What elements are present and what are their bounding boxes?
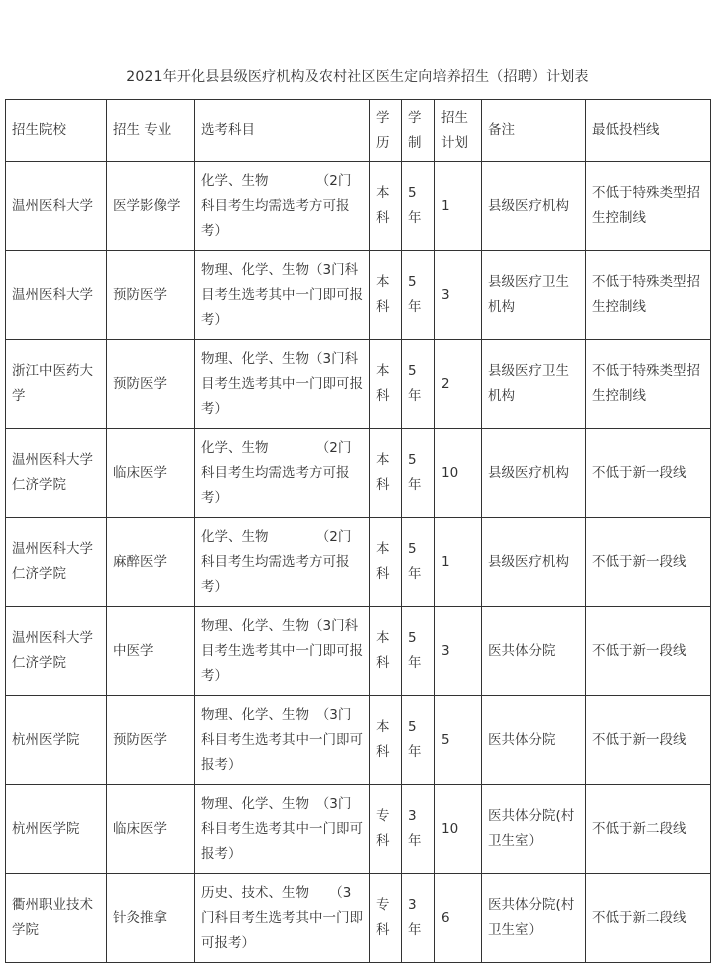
header-degree: 学历 [370, 100, 402, 162]
cell-quota: 10 [435, 429, 482, 518]
cell-note: 县级医疗机构 [482, 518, 586, 607]
cell-subjects: 历史、技术、生物 （3门科目考生选考其中一门即可报考） [195, 874, 370, 963]
cell-note: 医共体分院 [482, 696, 586, 785]
cell-duration: 5年 [402, 696, 435, 785]
cell-major: 预防医学 [107, 340, 195, 429]
cell-duration: 5年 [402, 429, 435, 518]
header-min-line: 最低投档线 [586, 100, 711, 162]
header-subjects: 选考科目 [195, 100, 370, 162]
cell-quota: 10 [435, 785, 482, 874]
cell-min-line: 不低于新一段线 [586, 518, 711, 607]
cell-quota: 5 [435, 696, 482, 785]
table-row [6, 340, 711, 429]
cell-note: 医共体分院(村卫生室） [482, 874, 586, 963]
table-row [6, 162, 711, 251]
cell-quota: 3 [435, 251, 482, 340]
cell-duration: 5年 [402, 340, 435, 429]
cell-duration: 3年 [402, 874, 435, 963]
cell-degree: 本科 [370, 429, 402, 518]
cell-major: 麻醉医学 [107, 518, 195, 607]
cell-subjects: 物理、化学、生物（3门科目考生选考其中一门即可报考） [195, 340, 370, 429]
cell-school: 温州医科大学 [6, 251, 107, 340]
cell-degree: 专科 [370, 785, 402, 874]
cell-subjects: 物理、化学、生物 （3门科目考生选考其中一门即可报考） [195, 785, 370, 874]
table-header-row [6, 100, 711, 162]
cell-quota: 1 [435, 518, 482, 607]
cell-min-line: 不低于新一段线 [586, 696, 711, 785]
header-duration: 学制 [402, 100, 435, 162]
cell-quota: 3 [435, 607, 482, 696]
cell-school: 温州医科大学仁济学院 [6, 518, 107, 607]
cell-quota: 6 [435, 874, 482, 963]
table-row [6, 785, 711, 874]
cell-duration: 3年 [402, 785, 435, 874]
cell-subjects: 物理、化学、生物（3门科目考生选考其中一门即可报考） [195, 607, 370, 696]
cell-degree: 本科 [370, 518, 402, 607]
cell-degree: 本科 [370, 696, 402, 785]
cell-note: 医共体分院(村卫生室） [482, 785, 586, 874]
cell-subjects: 物理、化学、生物（3门科目考生选考其中一门即可报考） [195, 251, 370, 340]
cell-min-line: 不低于新一段线 [586, 607, 711, 696]
table-row [6, 251, 711, 340]
cell-note: 医共体分院 [482, 607, 586, 696]
cell-major: 预防医学 [107, 696, 195, 785]
cell-note: 县级医疗卫生机构 [482, 340, 586, 429]
cell-note: 县级医疗机构 [482, 429, 586, 518]
cell-degree: 本科 [370, 162, 402, 251]
cell-min-line: 不低于特殊类型招生控制线 [586, 340, 711, 429]
table-row [6, 518, 711, 607]
table-row [6, 696, 711, 785]
cell-school: 浙江中医药大学 [6, 340, 107, 429]
cell-duration: 5年 [402, 162, 435, 251]
cell-school: 温州医科大学 [6, 162, 107, 251]
page-title: 2021年开化县县级医疗机构及农村社区医生定向培养招生（招聘）计划表 [126, 69, 589, 85]
cell-quota: 2 [435, 340, 482, 429]
cell-school: 衢州职业技术学院 [6, 874, 107, 963]
cell-min-line: 不低于新二段线 [586, 785, 711, 874]
cell-major: 临床医学 [107, 785, 195, 874]
cell-degree: 本科 [370, 340, 402, 429]
cell-min-line: 不低于新二段线 [586, 874, 711, 963]
cell-degree: 专科 [370, 874, 402, 963]
cell-major: 针灸推拿 [107, 874, 195, 963]
cell-school: 杭州医学院 [6, 696, 107, 785]
cell-subjects: 化学、生物 （2门科目考生均需选考方可报考） [195, 162, 370, 251]
cell-major: 预防医学 [107, 251, 195, 340]
header-school: 招生院校 [6, 100, 107, 162]
cell-school: 温州医科大学仁济学院 [6, 607, 107, 696]
cell-duration: 5年 [402, 518, 435, 607]
cell-school: 温州医科大学仁济学院 [6, 429, 107, 518]
cell-note: 县级医疗卫生机构 [482, 251, 586, 340]
cell-major: 临床医学 [107, 429, 195, 518]
table-row [6, 429, 711, 518]
cell-subjects: 化学、生物 （2门科目考生均需选考方可报考） [195, 518, 370, 607]
cell-degree: 本科 [370, 607, 402, 696]
table-row [6, 874, 711, 963]
cell-subjects: 物理、化学、生物 （3门科目考生选考其中一门即可报考） [195, 696, 370, 785]
cell-school: 杭州医学院 [6, 785, 107, 874]
cell-quota: 1 [435, 162, 482, 251]
header-quota: 招生计划 [435, 100, 482, 162]
cell-duration: 5年 [402, 251, 435, 340]
header-note: 备注 [482, 100, 586, 162]
table-row [6, 607, 711, 696]
cell-min-line: 不低于特殊类型招生控制线 [586, 162, 711, 251]
header-major: 招生 专业 [107, 100, 195, 162]
cell-degree: 本科 [370, 251, 402, 340]
cell-major: 医学影像学 [107, 162, 195, 251]
cell-major: 中医学 [107, 607, 195, 696]
cell-subjects: 化学、生物 （2门科目考生均需选考方可报考） [195, 429, 370, 518]
cell-duration: 5年 [402, 607, 435, 696]
cell-min-line: 不低于特殊类型招生控制线 [586, 251, 711, 340]
enrollment-plan-table [5, 99, 711, 963]
cell-note: 县级医疗机构 [482, 162, 586, 251]
cell-min-line: 不低于新一段线 [586, 429, 711, 518]
